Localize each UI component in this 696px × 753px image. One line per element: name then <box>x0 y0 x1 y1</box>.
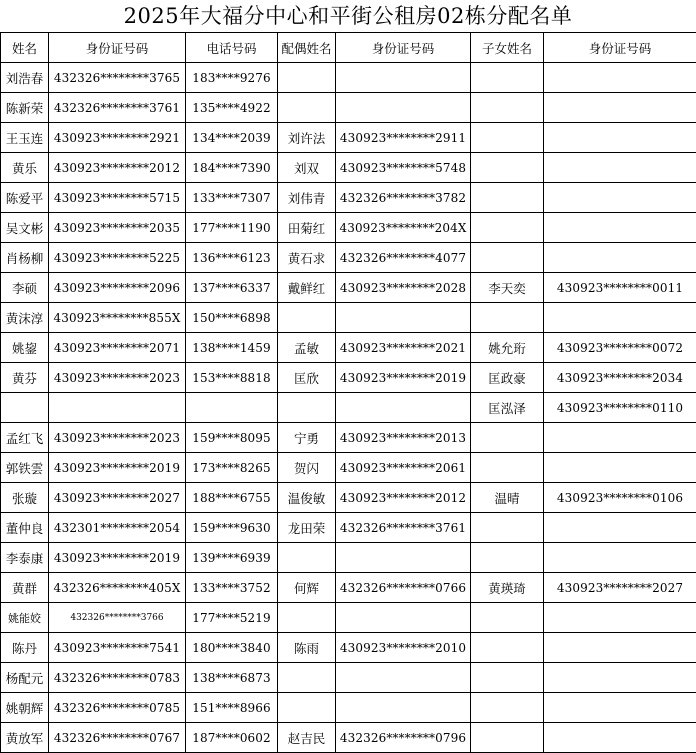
child-name-cell <box>471 513 544 543</box>
child-name-cell <box>471 183 544 213</box>
name-cell: 黄芬 <box>1 363 49 393</box>
child-id-number-cell <box>544 723 696 753</box>
child-id-number-cell <box>544 603 696 633</box>
name-cell: 姚鋆 <box>1 333 49 363</box>
id-number-cell: 430923********7541 <box>49 633 186 663</box>
table-row <box>1 723 696 753</box>
spouse-id-number-cell: 432326********0796 <box>336 723 471 753</box>
table-row <box>1 153 696 183</box>
header-child-id-number: 身份证号码 <box>544 33 696 63</box>
name-cell: 李泰康 <box>1 543 49 573</box>
page-title: 2025年大福分中心和平街公租房02栋分配名单 <box>123 4 573 28</box>
child-name-cell <box>471 603 544 633</box>
spouse-name-cell <box>278 693 336 723</box>
id-number-cell: 430923********2035 <box>49 213 186 243</box>
name-cell: 姚朝辉 <box>1 693 49 723</box>
spouse-id-number-cell <box>336 93 471 123</box>
id-number-cell: 432326********405X <box>49 573 186 603</box>
child-id-number-cell <box>544 183 696 213</box>
header-spouse-name: 配偶姓名 <box>278 33 336 63</box>
table-row <box>1 123 696 153</box>
spouse-id-number-cell: 430923********2010 <box>336 633 471 663</box>
phone-cell: 153****8818 <box>186 363 278 393</box>
header-id-number: 身份证号码 <box>49 33 186 63</box>
id-number-cell: 430923********2019 <box>49 543 186 573</box>
name-cell: 李硕 <box>1 273 49 303</box>
child-id-number-cell <box>544 543 696 573</box>
phone-cell: 188****6755 <box>186 483 278 513</box>
child-id-number-cell <box>544 423 696 453</box>
name-cell: 董仲良 <box>1 513 49 543</box>
spouse-id-number-cell <box>336 693 471 723</box>
table-row <box>1 213 696 243</box>
child-id-number-cell <box>544 213 696 243</box>
child-name-cell <box>471 303 544 333</box>
spouse-id-number-cell <box>336 63 471 93</box>
phone-cell: 134****2039 <box>186 123 278 153</box>
phone-cell: 183****9276 <box>186 63 278 93</box>
table-row <box>1 543 696 573</box>
spouse-name-cell: 龙田荣 <box>278 513 336 543</box>
allocation-table <box>0 32 696 753</box>
spouse-name-cell: 黄石求 <box>278 243 336 273</box>
name-cell: 肖杨柳 <box>1 243 49 273</box>
header-phone: 电话号码 <box>186 33 278 63</box>
child-name-cell <box>471 633 544 663</box>
phone-cell: 177****1190 <box>186 213 278 243</box>
phone-cell: 159****9630 <box>186 513 278 543</box>
table-row <box>1 603 696 633</box>
spouse-name-cell <box>278 603 336 633</box>
spouse-id-number-cell: 430923********2013 <box>336 423 471 453</box>
spouse-id-number-cell <box>336 393 471 423</box>
child-id-number-cell <box>544 303 696 333</box>
header-name: 姓名 <box>1 33 49 63</box>
name-cell: 姚能姣 <box>1 603 49 633</box>
id-number-cell: 430923********2019 <box>49 453 186 483</box>
child-name-cell <box>471 63 544 93</box>
child-name-cell <box>471 723 544 753</box>
id-number-cell: 430923********2023 <box>49 363 186 393</box>
child-name-cell <box>471 213 544 243</box>
id-number-cell: 432301********2054 <box>49 513 186 543</box>
spouse-id-number-cell: 430923********2911 <box>336 123 471 153</box>
child-name-cell: 匡泓泽 <box>471 393 544 423</box>
table-row <box>1 513 696 543</box>
table-row <box>1 663 696 693</box>
spouse-id-number-cell: 432326********4077 <box>336 243 471 273</box>
name-cell: 黄放军 <box>1 723 49 753</box>
spouse-name-cell: 贺闪 <box>278 453 336 483</box>
child-name-cell: 温晴 <box>471 483 544 513</box>
name-cell: 王玉连 <box>1 123 49 153</box>
child-id-number-cell <box>544 633 696 663</box>
table-row <box>1 693 696 723</box>
spouse-id-number-cell <box>336 303 471 333</box>
spouse-name-cell: 戴鲜红 <box>278 273 336 303</box>
table-row <box>1 453 696 483</box>
phone-cell <box>186 393 278 423</box>
spouse-id-number-cell: 432326********0766 <box>336 573 471 603</box>
name-cell <box>1 393 49 423</box>
table-row <box>1 93 696 123</box>
spouse-id-number-cell: 430923********204X <box>336 213 471 243</box>
name-cell: 黄沫淳 <box>1 303 49 333</box>
spouse-id-number-cell: 430923********2061 <box>336 453 471 483</box>
spouse-name-cell: 刘许法 <box>278 123 336 153</box>
child-name-cell <box>471 453 544 483</box>
phone-cell: 133****7307 <box>186 183 278 213</box>
child-id-number-cell <box>544 63 696 93</box>
spouse-name-cell <box>278 303 336 333</box>
table-row <box>1 63 696 93</box>
child-name-cell <box>471 93 544 123</box>
spouse-name-cell: 宁勇 <box>278 423 336 453</box>
id-number-cell: 432326********3765 <box>49 63 186 93</box>
spouse-name-cell <box>278 63 336 93</box>
table-row <box>1 303 696 333</box>
child-id-number-cell <box>544 123 696 153</box>
phone-cell: 180****3840 <box>186 633 278 663</box>
child-id-number-cell: 430923********2034 <box>544 363 696 393</box>
name-cell: 刘浩春 <box>1 63 49 93</box>
id-number-cell: 430923********2027 <box>49 483 186 513</box>
id-number-cell: 432326********3761 <box>49 93 186 123</box>
table-row <box>1 333 696 363</box>
child-name-cell: 黄瑛琦 <box>471 573 544 603</box>
phone-cell: 159****8095 <box>186 423 278 453</box>
phone-cell: 138****1459 <box>186 333 278 363</box>
table-row <box>1 363 696 393</box>
name-cell: 陈新荣 <box>1 93 49 123</box>
spouse-id-number-cell <box>336 663 471 693</box>
child-name-cell: 李天奕 <box>471 273 544 303</box>
child-id-number-cell <box>544 663 696 693</box>
child-id-number-cell: 430923********2027 <box>544 573 696 603</box>
phone-cell: 184****7390 <box>186 153 278 183</box>
spouse-name-cell: 刘双 <box>278 153 336 183</box>
id-number-cell: 432326********0785 <box>49 693 186 723</box>
phone-cell: 177****5219 <box>186 603 278 633</box>
child-name-cell <box>471 243 544 273</box>
spouse-name-cell: 陈雨 <box>278 633 336 663</box>
name-cell: 吴文彬 <box>1 213 49 243</box>
spouse-name-cell: 赵吉民 <box>278 723 336 753</box>
id-number-cell: 432326********0783 <box>49 663 186 693</box>
spouse-id-number-cell: 432326********3761 <box>336 513 471 543</box>
phone-cell: 138****6873 <box>186 663 278 693</box>
table-row <box>1 573 696 603</box>
child-name-cell: 姚允珩 <box>471 333 544 363</box>
name-cell: 孟红飞 <box>1 423 49 453</box>
child-id-number-cell <box>544 693 696 723</box>
spouse-id-number-cell: 432326********3782 <box>336 183 471 213</box>
id-number-cell: 430923********2096 <box>49 273 186 303</box>
child-id-number-cell: 430923********0011 <box>544 273 696 303</box>
child-name-cell <box>471 123 544 153</box>
phone-cell: 151****8966 <box>186 693 278 723</box>
spouse-name-cell: 何辉 <box>278 573 336 603</box>
spouse-name-cell <box>278 543 336 573</box>
header-child-name: 子女姓名 <box>471 33 544 63</box>
id-number-cell: 430923********2012 <box>49 153 186 183</box>
spouse-id-number-cell <box>336 543 471 573</box>
child-id-number-cell <box>544 153 696 183</box>
child-id-number-cell: 430923********0072 <box>544 333 696 363</box>
phone-cell: 173****8265 <box>186 453 278 483</box>
child-id-number-cell: 430923********0106 <box>544 483 696 513</box>
name-cell: 黄乐 <box>1 153 49 183</box>
child-name-cell <box>471 543 544 573</box>
spouse-name-cell: 温俊敏 <box>278 483 336 513</box>
spouse-name-cell: 刘伟青 <box>278 183 336 213</box>
table-row <box>1 633 696 663</box>
name-cell: 杨配元 <box>1 663 49 693</box>
name-cell: 郭铁雲 <box>1 453 49 483</box>
table-row <box>1 423 696 453</box>
phone-cell: 150****6898 <box>186 303 278 333</box>
id-number-cell: 430923********2071 <box>49 333 186 363</box>
id-number-cell: 430923********5715 <box>49 183 186 213</box>
header-spouse-id-number: 身份证号码 <box>336 33 471 63</box>
id-number-cell: 430923********5225 <box>49 243 186 273</box>
spouse-id-number-cell: 430923********2028 <box>336 273 471 303</box>
spouse-id-number-cell: 430923********2021 <box>336 333 471 363</box>
table-row <box>1 183 696 213</box>
name-cell: 黄群 <box>1 573 49 603</box>
table-row <box>1 273 696 303</box>
table-header-row <box>1 33 696 63</box>
spouse-name-cell: 孟敏 <box>278 333 336 363</box>
spouse-name-cell <box>278 393 336 423</box>
id-number-cell: 430923********2023 <box>49 423 186 453</box>
spouse-name-cell <box>278 93 336 123</box>
spouse-id-number-cell: 430923********2019 <box>336 363 471 393</box>
child-name-cell <box>471 153 544 183</box>
child-id-number-cell <box>544 243 696 273</box>
spouse-id-number-cell <box>336 603 471 633</box>
name-cell: 陈丹 <box>1 633 49 663</box>
child-name-cell <box>471 663 544 693</box>
spouse-id-number-cell: 430923********5748 <box>336 153 471 183</box>
child-name-cell: 匡政豪 <box>471 363 544 393</box>
id-number-cell <box>49 393 186 423</box>
name-cell: 陈爱平 <box>1 183 49 213</box>
id-number-cell: 432326********0767 <box>49 723 186 753</box>
child-name-cell <box>471 423 544 453</box>
table-row <box>1 393 696 423</box>
phone-cell: 136****6123 <box>186 243 278 273</box>
phone-cell: 135****4922 <box>186 93 278 123</box>
phone-cell: 133****3752 <box>186 573 278 603</box>
phone-cell: 137****6337 <box>186 273 278 303</box>
spouse-id-number-cell: 430923********2012 <box>336 483 471 513</box>
name-cell: 张璇 <box>1 483 49 513</box>
phone-cell: 187****0602 <box>186 723 278 753</box>
child-id-number-cell <box>544 93 696 123</box>
id-number-cell: 430923********855X <box>49 303 186 333</box>
id-number-cell: 430923********2921 <box>49 123 186 153</box>
spouse-name-cell: 匡欣 <box>278 363 336 393</box>
phone-cell: 139****6939 <box>186 543 278 573</box>
child-name-cell <box>471 693 544 723</box>
child-id-number-cell <box>544 453 696 483</box>
child-id-number-cell <box>544 513 696 543</box>
spouse-name-cell <box>278 663 336 693</box>
spouse-name-cell: 田菊红 <box>278 213 336 243</box>
table-row <box>1 243 696 273</box>
table-row <box>1 483 696 513</box>
id-number-cell: 432326********3766 <box>49 603 186 633</box>
child-id-number-cell: 430923********0110 <box>544 393 696 423</box>
